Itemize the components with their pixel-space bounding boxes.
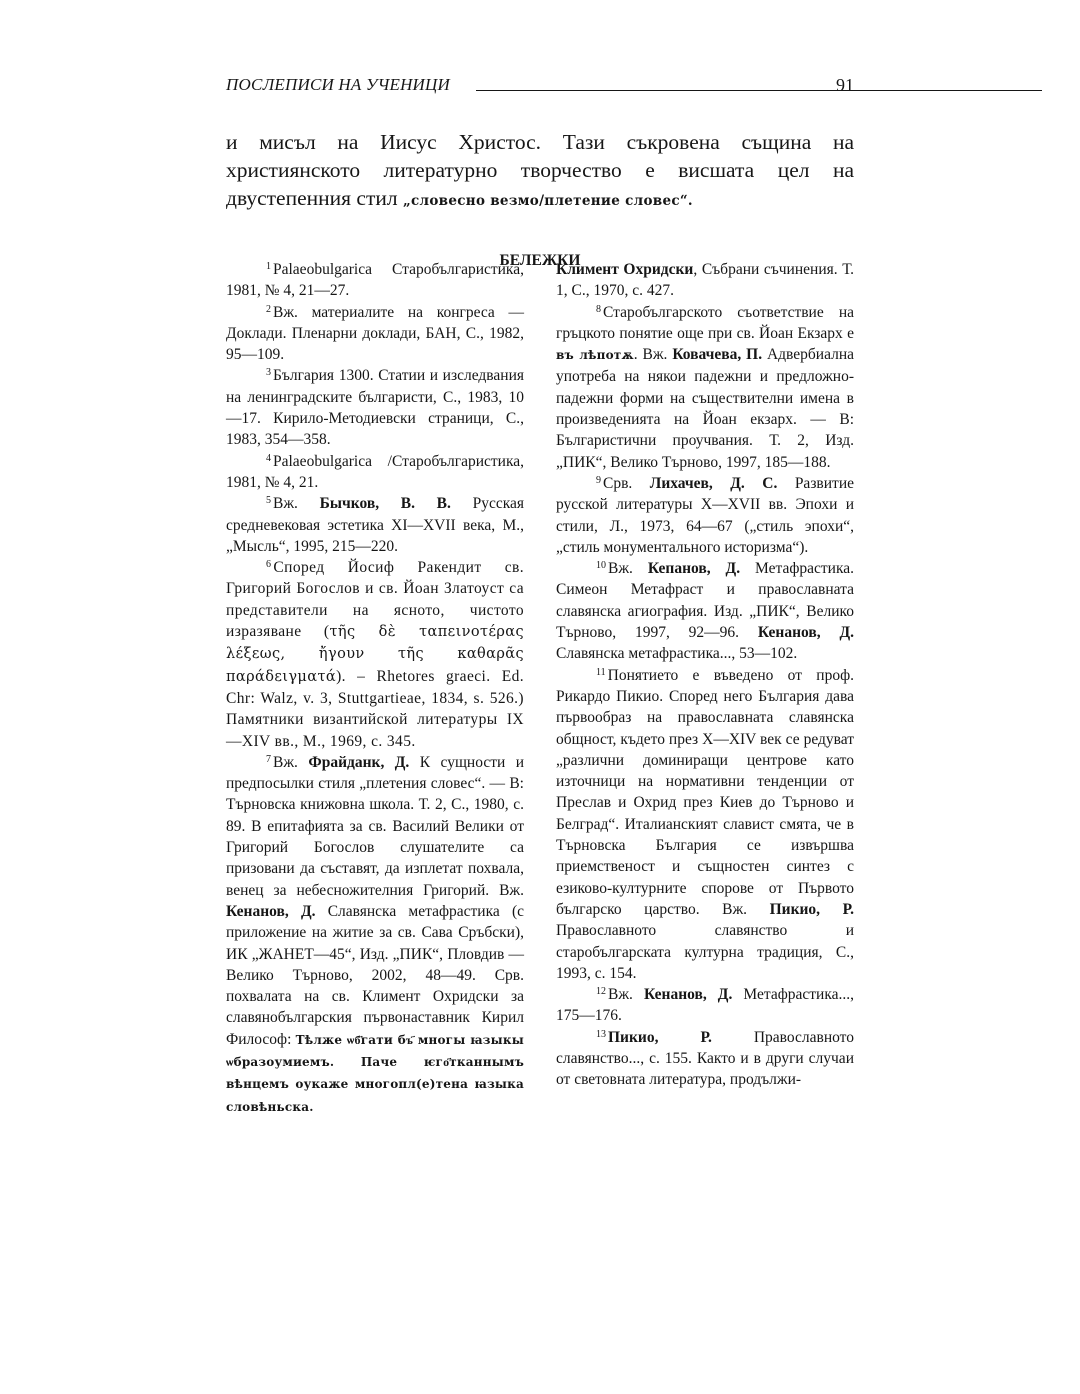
footnote-number: 10 — [596, 560, 606, 572]
footnote-2 — [226, 302, 524, 366]
footnote-author: Кенанов, Д. — [757, 624, 854, 642]
footnote-author: Фрайданк, Д. — [308, 753, 410, 771]
footnote-oldslavonic: въ лѣпотѫ — [556, 348, 634, 363]
footnote-number: 1 — [266, 261, 271, 272]
footnote-author: Кенанов, Д. — [644, 986, 733, 1004]
footnote-8 — [556, 302, 854, 473]
footnote-author: Бычков, В. В. — [319, 495, 451, 513]
footnote-author: Ковачева, П. — [672, 346, 763, 364]
footnote-10 — [556, 558, 854, 664]
footnote-number: 11 — [596, 666, 606, 678]
running-header — [226, 75, 854, 99]
footnote-number: 2 — [266, 303, 271, 315]
footnote-text: Православното славянство..., с. 155. Както и в други случаи от световната литература, продължи- — [556, 1028, 854, 1089]
footnote-text: Понятието е въведено от проф. Рикардо Пикио. Според него България дава първообраз на православната славянска общност, където през X—XIV век се редуват „различни доминиращи центрове като източници на нормативни тенденции от Преслав и Охрид през Киев до Търново и Белград“. Италианският славист смята, че в Търновска България се извършва приемственост и същностен синтез с езиково-културните спорове от Първото българско царство. Вж. — [556, 666, 854, 918]
footnote-author: Кенанов, Д. — [226, 902, 316, 920]
footnote-text: Русская средневековая эстетика XI—XVII века, М., „Мысль“, 1995, 215—220. — [226, 495, 525, 555]
footnote-prefix: Вж. — [608, 986, 633, 1004]
header-rule — [476, 90, 1042, 91]
footnote-number: 6 — [266, 559, 272, 571]
footnote-text: К сущности и предпосылки стиля „плетения словес“. — В: Търновска книжовна школа. Т. 2, С., 1980, с. 89. В епитафията за св. Василий Велики от Григорий Богослов слушателите са призовани да съставят, да изплетат похвала, венец за небесножителния Григорий. Вж. — [226, 753, 525, 899]
footnote-greek: τῆς δὲ ταπεινοτέρας λέξεως, ἤγουν τῆς καθαρᾶς παράδειγματά — [226, 624, 524, 685]
footnote-11 — [556, 665, 854, 984]
footnote-author: Кепанов, Д. — [647, 560, 741, 578]
footnote-text: Вж. материалите на конгреса — Доклади. Пленарни доклади, БАН, С., 1982, 95—109. — [226, 303, 524, 364]
footnote-text: ). – Rhetores graeci. Ed. Chr: Walz, v. 3, Stuttgartieae, 1834, s. 526.) Памятники византийской литературы IX—XIV вв., М., 1969, с. 345. — [226, 667, 524, 750]
footnote-text: Славянска метафрастика (с приложение на житие за св. Сава Сръбски), ИК „ЖАНЕТ—45“, Изд. „ПИК“, Пловдив — Велико Търново, 2002, 48—49. Срв. похвалата на св. Климент Охридски за славянобългарския първонаставник Кирил Философ: — [226, 902, 524, 1048]
footnote-number: 5 — [266, 495, 271, 507]
footnote-7-continued — [556, 259, 854, 302]
footnote-13 — [556, 1027, 854, 1091]
footnote-number: 12 — [596, 986, 606, 998]
footnote-1 — [226, 259, 524, 302]
footnote-text: Palaeobulgarica /Старобългаристика, 1981, № 4, 21. — [226, 452, 524, 491]
footnote-text: Старобългарското съответствие на гръцкото понятие още при св. Йоан Екзарх е — [556, 303, 854, 342]
intro-quote: „словесно везмо/плетение словес“. — [402, 193, 693, 209]
footnote-text: Православното славянство и старобългарската културна традиция, С., 1993, с. 154. — [556, 922, 854, 982]
notes-column-right — [556, 259, 854, 1091]
intro-text: и мисъл на Иисус Христос. Тази съкровена същина на християнското литературно творчество е висшата цел на двустепенния стил — [226, 130, 854, 210]
running-title: ПОСЛЕПИСИ НА УЧЕНИЦИ — [226, 75, 450, 94]
page-number: 91 — [836, 75, 854, 95]
footnote-number: 3 — [266, 367, 271, 379]
intro-paragraph — [226, 128, 854, 215]
footnote-text: Развитие русской литературы X—XVII вв. Эпохи и стили, Л., 1973, 64—67 („стиль эпохи“, „стиль монументального историзма“). — [556, 474, 854, 556]
footnote-text: Palaeobulgarica Старобългаристика, 1981, № 4, 21—27. — [226, 261, 524, 300]
footnote-author: Пикио, Р. — [769, 900, 854, 918]
footnote-number: 9 — [596, 474, 601, 486]
footnote-text: Според Йосиф Ракендит св. Григорий Богослов и св. Йоан Златоуст са представители на ясното, чистото изразяване ( — [226, 559, 524, 641]
footnote-4 — [226, 451, 524, 494]
footnote-oldslavonic: Тѣлже ѡб҃гати бъ҃ многы ꙗзыкы ѡбразоумиемъ. Паче ѥго҃тканнымъ вѣнцемъ оукаже многопл(е)тена ꙗзыка словѣньска. — [226, 1032, 524, 1114]
footnote-text: Метафрастика..., 175—176. — [556, 986, 855, 1025]
footnote-6 — [226, 557, 524, 752]
footnote-author: Пикио, Р. — [608, 1028, 712, 1046]
footnote-number: 4 — [266, 452, 271, 464]
footnote-prefix: Вж. — [608, 560, 633, 578]
footnote-7 — [226, 752, 524, 1118]
footnote-text: Метафрастика. Симеон Метафраст и православната славянска агиография. Изд. „ПИК“, Велико Търново, 1997, 92—96. — [556, 560, 855, 642]
notes-heading: БЕЛЕЖКИ — [499, 252, 581, 269]
footnote-prefix: Вж. — [273, 753, 298, 771]
footnote-text: . Вж. — [633, 346, 668, 364]
footnote-author: Климент Охридски — [556, 261, 694, 278]
footnote-12 — [556, 984, 854, 1027]
footnote-prefix: Срв. — [603, 474, 633, 492]
footnote-9 — [556, 473, 854, 558]
footnote-5 — [226, 493, 524, 557]
footnote-number: 8 — [596, 303, 601, 315]
notes-column-left — [226, 259, 524, 1118]
footnote-text: , Събрани съчинения. Т. 1, С., 1970, с. 427. — [556, 261, 854, 300]
footnote-text: България 1300. Статии и изследвания на ленинградските българисти, С., 1983, 10—17. Кирило-Методиевски страници, С., 1983, 354—358. — [226, 367, 524, 449]
footnote-text: Славянска метафрастика..., 53—102. — [556, 645, 798, 663]
footnote-prefix: Вж. — [273, 495, 298, 513]
footnote-number: 13 — [596, 1028, 606, 1040]
footnote-author: Лихачев, Д. С. — [649, 474, 778, 492]
footnote-text: Адвербиална употреба на някои падежни и предложно-падежни форми на съществителни имена в произведенията на Йоан екзарх. — В: Българистични проучвания. Т. 2, Изд. „ПИК“, Велико Търново, 1997, 185—188. — [556, 346, 854, 471]
footnote-number: 7 — [266, 753, 271, 765]
footnote-3 — [226, 365, 524, 450]
